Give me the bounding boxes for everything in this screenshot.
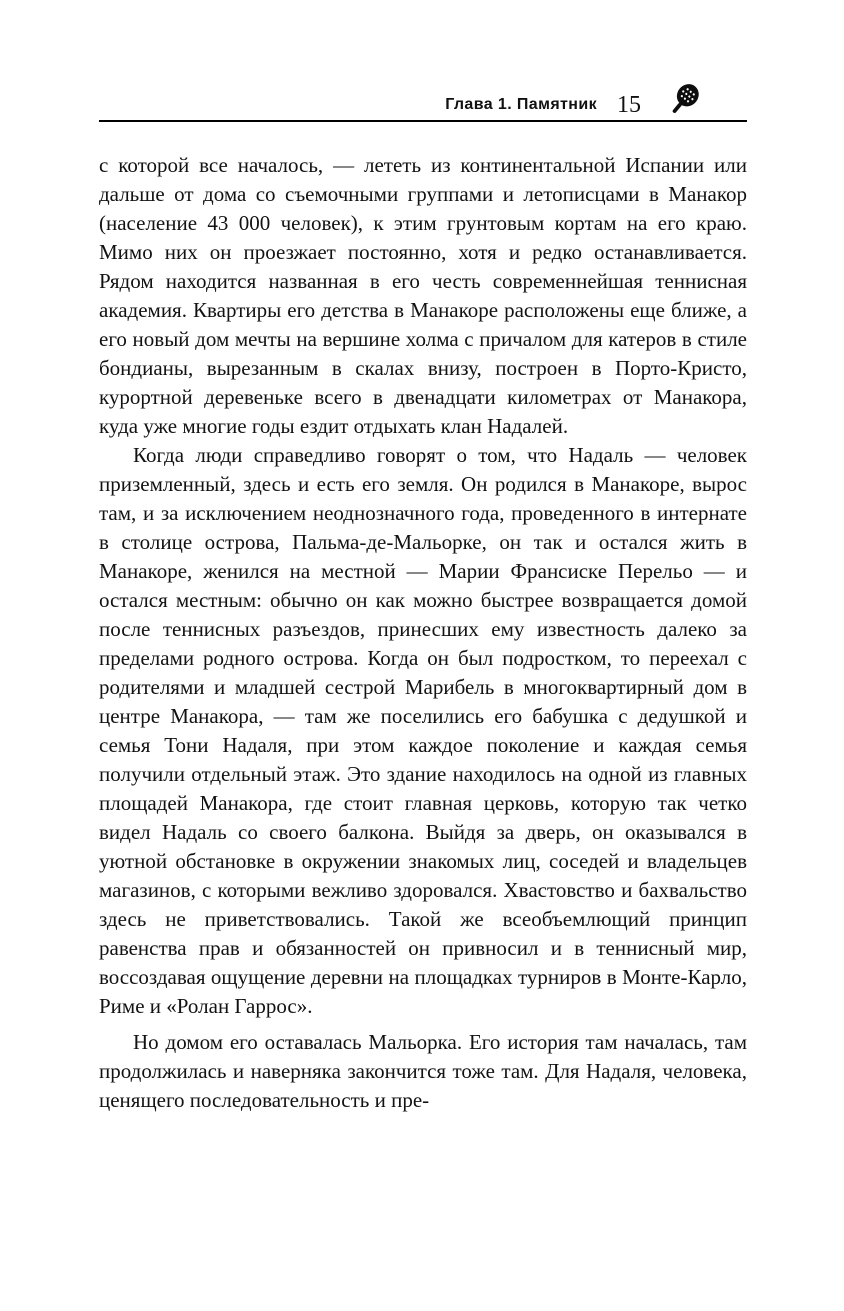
page-number: 15 bbox=[617, 92, 641, 118]
body-text bbox=[99, 151, 747, 1115]
running-title: Глава 1. Памятник bbox=[445, 96, 597, 113]
tennis-racket-icon bbox=[661, 82, 705, 120]
body-paragraph: Когда люди справедливо говорят о том, что Надаль — человек приземленный, здесь и есть его земля. Он родился в Манакоре, вырос там, и за исключением неоднозначного года, проведенного в интернате в столице острова, Пальма-де-Мальорке, он так и остался жить в Манакоре, женился на местной — Марии Франсиске Перельо — и остался местным: обычно он как можно быстрее возвращается домой после теннисных разъездов, принесших ему известность далеко за пределами родного острова. Когда он был подростком, то переехал с родителями и младшей сестрой Марибель в многоквартирный дом в центре Манакора, — там же поселились его бабушка с дедушкой и семья Тони Надаля, при этом каждое поколение и каждая семья получили отдельный этаж. Это здание находилось на одной из главных площадей Манакора, где стоит главная церковь, которую так четко видел Надаль со своего балкона. Выйдя за дверь, он оказывался в уютной обстановке в окружении знакомых лиц, соседей и владельцев магазинов, с которыми вежливо здоровался. Хвастовство и бахвальство здесь не приветствовались. Такой же всеобъемлющий принцип равенства прав и обязанностей он привносил и в теннисный мир, воссоздавая ощущение деревни на площадках турниров в Монте-Карло, Риме и «Ролан Гаррос». bbox=[99, 443, 747, 1018]
body-paragraph: Но домом его оставалась Мальорка. Его история там началась, там продолжилась и наверняка закончится тоже там. Для Надаля, человека, ценящего последовательность и пре- bbox=[99, 1030, 747, 1112]
header-rule bbox=[99, 120, 747, 122]
page-header bbox=[99, 84, 747, 118]
body-paragraph: с которой все началось, — лететь из континентальной Испании или дальше от дома со съемочными группами и летописцами в Манакор (население 43 000 человек), к этим грунтовым кортам на его краю. Мимо них он проезжает постоянно, хотя и редко останавливается. Рядом находится названная в его честь современнейшая теннисная академия. Квартиры его детства в Манакоре расположены еще ближе, а его новый дом мечты на вершине холма с причалом для катеров в стиле бондианы, вырезанным в скалах внизу, построен в Порто-Кристо, курортной деревеньке всего в двенадцати километрах от Манакора, куда уже многие годы ездит отдыхать клан Надалей. bbox=[99, 153, 747, 438]
text-column bbox=[99, 84, 747, 1115]
